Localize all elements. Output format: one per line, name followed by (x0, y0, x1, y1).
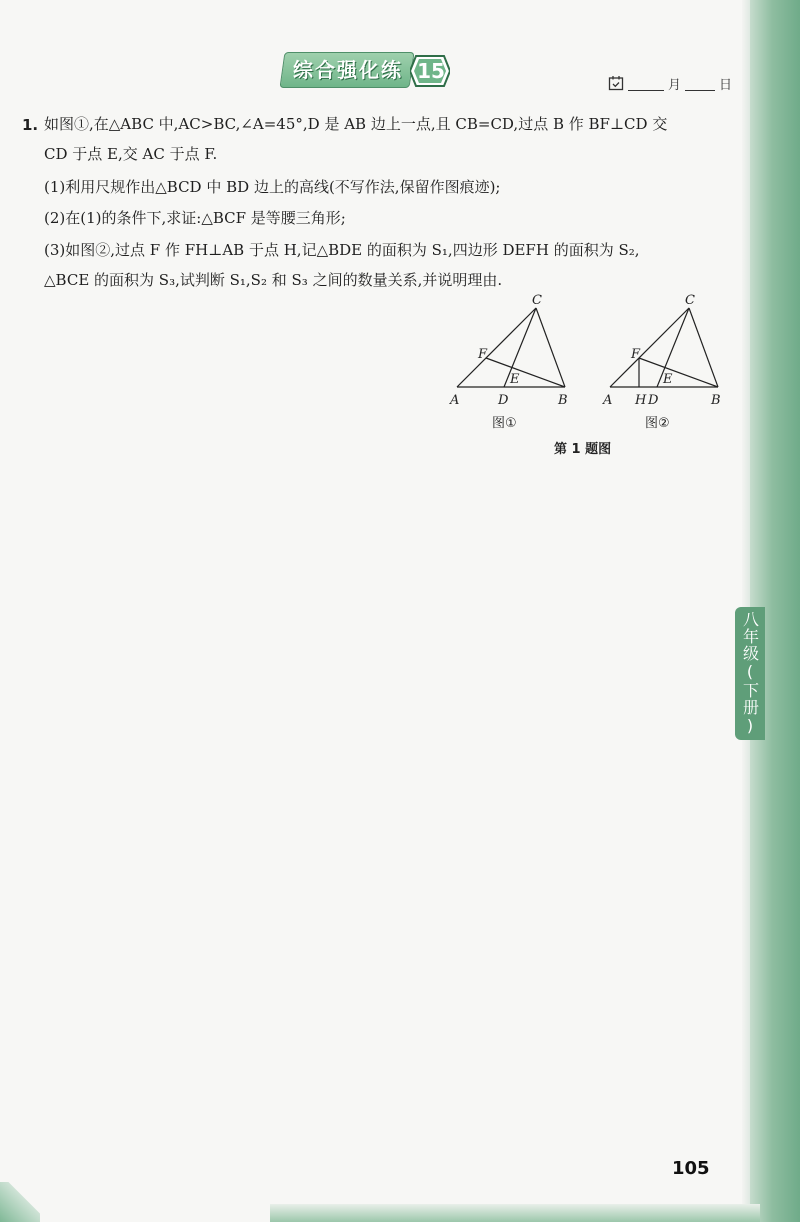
fig2-label-H: H (635, 393, 647, 408)
fig2-label-B: B (711, 393, 721, 408)
figure-2-caption: 图② (645, 416, 670, 431)
date-field (608, 72, 732, 94)
fig1-label-E: E (510, 372, 520, 387)
day-blank[interactable] (685, 76, 715, 91)
geometry-figures (440, 290, 740, 450)
grade-tab: 八年级(下册) (735, 607, 765, 740)
figures (440, 290, 740, 457)
page-number: 105 (672, 1158, 710, 1179)
fig1-label-F: F (478, 347, 488, 362)
question-line: △BCE 的面积为 S₃,试判断 S₁,S₂ 和 S₃ 之间的数量关系,并说明理由. (44, 271, 503, 289)
fig1-label-B: B (558, 393, 568, 408)
question-number: 1. (22, 116, 39, 134)
day-label: 日 (719, 77, 733, 93)
figure-1-caption: 图① (492, 416, 517, 431)
question-part-1: (1)利用尺规作出△BCD 中 BD 边上的高线(不写作法,保留作图痕迹); (44, 178, 501, 196)
question-line: CD 于点 E,交 AC 于点 F. (44, 145, 218, 163)
fig1-label-D: D (498, 393, 509, 408)
exercise-number: 15 (417, 59, 445, 83)
calendar-icon (608, 75, 624, 91)
fig2-label-E: E (663, 372, 673, 387)
fig2-label-A: A (603, 393, 613, 408)
question-part-2: (2)在(1)的条件下,求证:△BCF 是等腰三角形; (44, 209, 346, 227)
month-blank[interactable] (628, 76, 664, 91)
fig2-label-C: C (685, 293, 695, 308)
fig1-label-A: A (450, 393, 460, 408)
figures-caption: 第 1 题图 (554, 442, 612, 457)
question-line: 如图①,在△ABC 中,AC>BC,∠A=45°,D 是 AB 边上一点,且 CB=CD,过点 B 作 BF⊥CD 交 (44, 115, 668, 133)
month-label: 月 (668, 77, 682, 93)
fig2-label-D: D (648, 393, 659, 408)
fig1-label-C: C (532, 293, 542, 308)
page-title: 综合强化练 (293, 58, 403, 82)
question-part-3: (3)如图②,过点 F 作 FH⊥AB 于点 H,记△BDE 的面积为 S₁,四边形 DEFH 的面积为 S₂, (44, 241, 640, 259)
page-corner (0, 1182, 40, 1222)
page-edge-bottom (270, 1204, 760, 1222)
fig2-label-F: F (631, 347, 641, 362)
